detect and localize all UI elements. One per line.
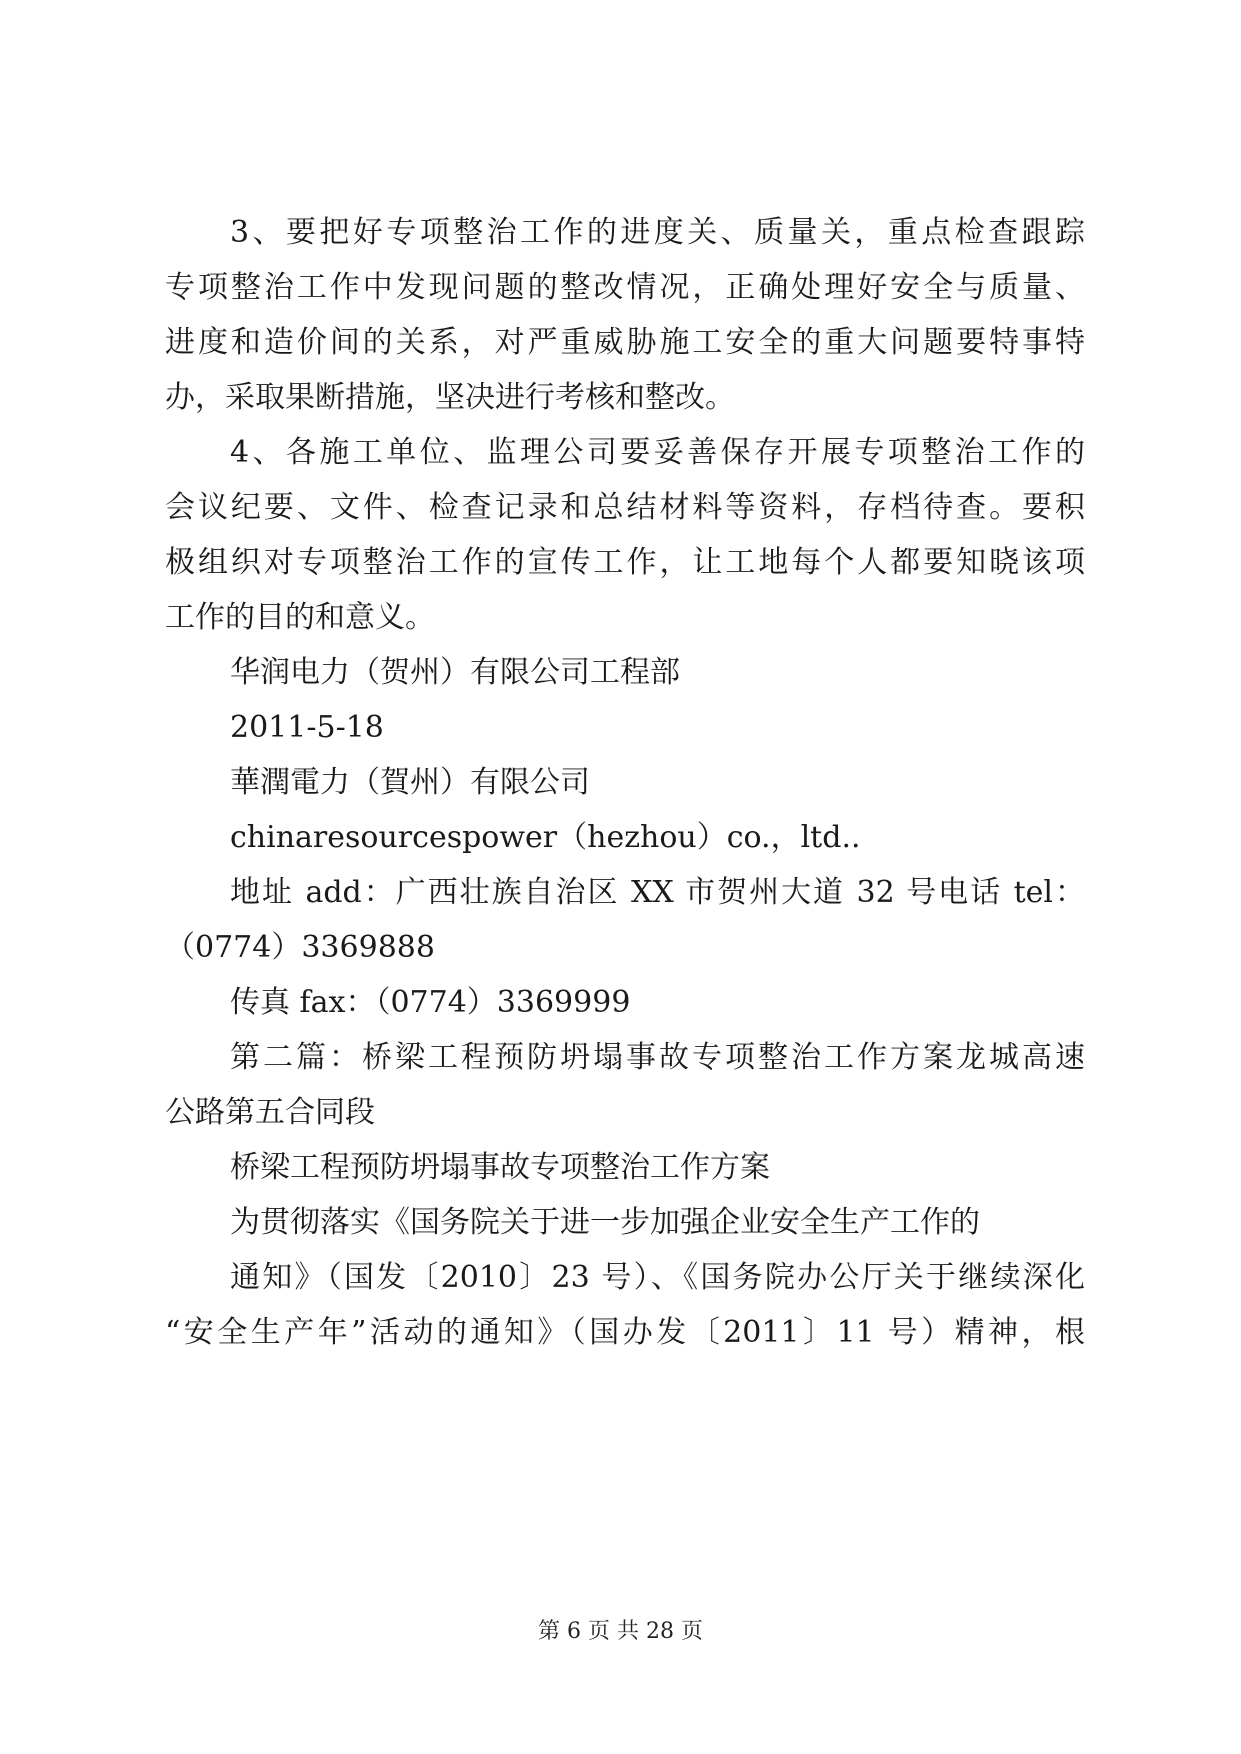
company-name-english: chinaresourcespower（hezhou）co.，ltd.. <box>230 820 861 855</box>
paragraph-line: 为贯彻落实《国务院关于进一步加强企业安全生产工作的 <box>230 1205 980 1240</box>
phone-line: （0774）3369888 <box>165 930 435 965</box>
paragraph-line: 专项整治工作中发现问题的整改情况，正确处理好安全与质量、 <box>165 270 1085 305</box>
fax-line: 传真 fax：（0774）3369999 <box>230 985 631 1020</box>
plan-title: 桥梁工程预防坍塌事故专项整治工作方案 <box>230 1150 770 1185</box>
section-heading: 第二篇：桥梁工程预防坍塌事故专项整治工作方案龙城高速 <box>230 1040 1085 1075</box>
date-line: 2011-5-18 <box>230 710 384 745</box>
paragraph-line: 办，采取果断措施，坚决进行考核和整改。 <box>165 380 735 415</box>
section-heading: 公路第五合同段 <box>165 1095 375 1130</box>
paragraph-line: 进度和造价间的关系，对严重威胁施工安全的重大问题要特事特 <box>165 325 1085 360</box>
paragraph-line: 工作的目的和意义。 <box>165 600 435 635</box>
page-number: 第 6 页 共 28 页 <box>538 1619 703 1644</box>
paragraph-line: “安全生产年”活动的通知》（国办发〔2011〕11 号）精神，根 <box>165 1315 1085 1350</box>
address-line: 地址 add：广西壮族自治区 XX 市贺州大道 32 号电话 tel： <box>230 875 1085 910</box>
paragraph-line: 会议纪要、文件、检查记录和总结材料等资料，存档待查。要积 <box>165 490 1085 525</box>
paragraph-line: 4、各施工单位、监理公司要妥善保存开展专项整治工作的 <box>230 435 1085 470</box>
company-name-traditional: 華潤電力（賀州）有限公司 <box>230 765 590 800</box>
company-name: 华润电力（贺州）有限公司工程部 <box>230 655 680 690</box>
paragraph-line: 通知》（国发〔2010〕23 号）、《国务院办公厅关于继续深化 <box>230 1260 1085 1295</box>
paragraph-line: 极组织对专项整治工作的宣传工作，让工地每个人都要知晓该项 <box>165 545 1085 580</box>
paragraph-line: 3、要把好专项整治工作的进度关、质量关，重点检查跟踪 <box>230 215 1085 250</box>
